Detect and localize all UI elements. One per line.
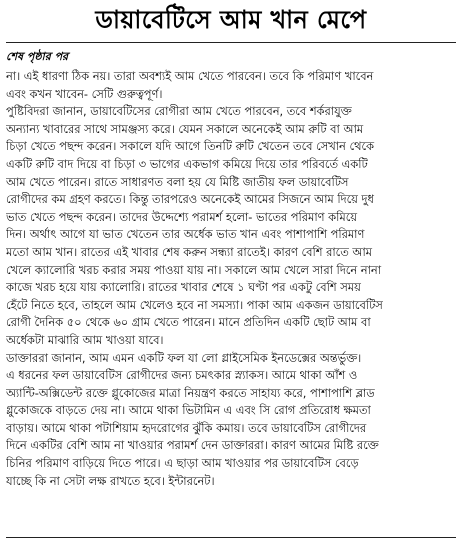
paragraph-line: এ ধরনের ফল ডায়াবেটিস রোগীদের জন্য চমৎকার স্ন্যাকস। আমে থাকা আঁশ ও — [6, 368, 358, 383]
paragraph-line: রোগী দৈনিক ৫০ থেকে ৬০ গ্রাম খেতে পারেন। মানে প্রতিদিন একটি ছোট আম বা — [6, 315, 371, 330]
paragraph-line: রোগীদের কম গ্রহণ করতে। কিন্তু তারপরেও অনেকেই আমের সিজনে আম দিয়ে দুধ — [6, 192, 374, 207]
bottom-border — [6, 537, 456, 538]
paragraph-line: ভাত খেতে পছন্দ করেন। তাদের উদ্দেশ্যে পরামর্শ হলো- ভাতের পরিমাণ কমিয়ে — [6, 209, 358, 224]
article-paragraph — [6, 103, 456, 349]
paragraph-line: হেঁটে নিতে হবে, তাহলে আম খেলেও হবে না সমস্যা। পাকা আম একজন ডায়াবেটিস — [6, 297, 383, 312]
article-paragraph — [6, 350, 456, 491]
paragraph-line: আম খেতে পারেন। রাতে সাধারণত বলা হয় যে মিষ্টি জাতীয় ফল ডায়াবেটিস — [6, 174, 349, 189]
paragraph-line: চিড়া খেতে পছন্দ করেন। সকালে যদি আগে তিনটি রুটি খেতেন তবে সেখান থেকে — [6, 139, 374, 154]
headline-divider — [6, 42, 456, 43]
article-paragraph — [6, 68, 456, 103]
article-body — [6, 68, 456, 490]
paragraph-line: না। এই ধারণা ঠিক নয়। তারা অবশ্যই আম খেতে পারবেন। তবে কি পরিমাণ খাবেন — [6, 69, 374, 83]
paragraph-line: ডাক্তাররা জানান, আম এমন একটি ফল যা লো গ্লাইসেমিক ইনডেক্সের অন্তর্ভুক্ত। — [6, 350, 362, 365]
paragraph-line: অ্যান্টি-অক্সিডেন্ট রক্তে গ্লুকোজের মাত্রা নিয়ন্ত্রণ করতে সাহায্য করে, পাশাপাশি ব্লাড — [6, 385, 375, 400]
paragraph-line: একটি রুটি বাদ দিয়ে বা চিড়া ৩ ভাগের একভাগ কমিয়ে দিয়ে তার পরিবর্তে একটি — [6, 156, 368, 171]
continuation-label: শেষ পৃষ্ঠার পর — [6, 50, 69, 63]
paragraph-line: কাজে খরচ হয়ে যায় ক্যালোরি। রাতের খাবার শেষে ১ ঘণ্টা পর একটু বেশি সময় — [6, 280, 361, 295]
paragraph-line: বাড়ায়। আমে থাকা পটাশিয়াম হৃদরোগের ঝুঁকি কমায়। তবে ডায়াবেটিস রোগীদের — [6, 420, 367, 435]
paragraph-line: চিনির পরিমাণ বাড়িয়ে দিতে পারে। এ ছাড়া আম খাওয়ার পর ডায়াবেটিস বেড়ে — [6, 456, 359, 471]
paragraph-line: খেলে ক্যালোরি খরচ করার সময় পাওয়া যায় না। সকালে আম খেলে সারা দিনে নানা — [6, 262, 381, 277]
article-headline: ডায়াবেটিসে আম খান মেপে — [95, 5, 367, 34]
paragraph-line: গ্লুকোজকে বাড়তে দেয় না। আমে থাকা ভিটামিন এ এবং সি রোগ প্রতিরোধ ক্ষমতা — [6, 403, 371, 418]
paragraph-line: দিনে একটির বেশি আম না খাওয়ার পরামর্শ দেন ডাক্তাররা। কারণ আমের মিষ্টি রক্তে — [6, 438, 379, 453]
paragraph-line: এবং কখন খাবেন- সেটি গুরুত্বপূর্ণ। — [6, 86, 163, 101]
paragraph-line: পুষ্টিবিদরা জানান, ডায়াবেটিসের রোগীরা আম খেতে পারবেন, তবে শর্করাযুক্ত — [6, 104, 352, 119]
paragraph-line: যাচ্ছে কি না সেটা লক্ষ রাখতে হবে। ইন্টারনেট। — [6, 473, 215, 488]
paragraph-line: মতো আম খান। রাতের এই খাবার শেষ করুন সন্ধ্যা রাতেই। কারণ বেশি রাতে আম — [6, 244, 373, 259]
paragraph-line: অর্ধেকটা মাঝারি আম খাওয়া যাবে। — [6, 332, 164, 347]
paragraph-line: দিন। অর্থাৎ আগে যা ভাত খেতেন তার অর্ধেক ভাত খান এবং পাশাপাশি পরিমাণ — [6, 227, 365, 242]
paragraph-line: অন্যান্য খাবারের সাথে সামঞ্জস্য করে। যেমন সকালে অনেকেই আম রুটি বা আম — [6, 121, 364, 136]
